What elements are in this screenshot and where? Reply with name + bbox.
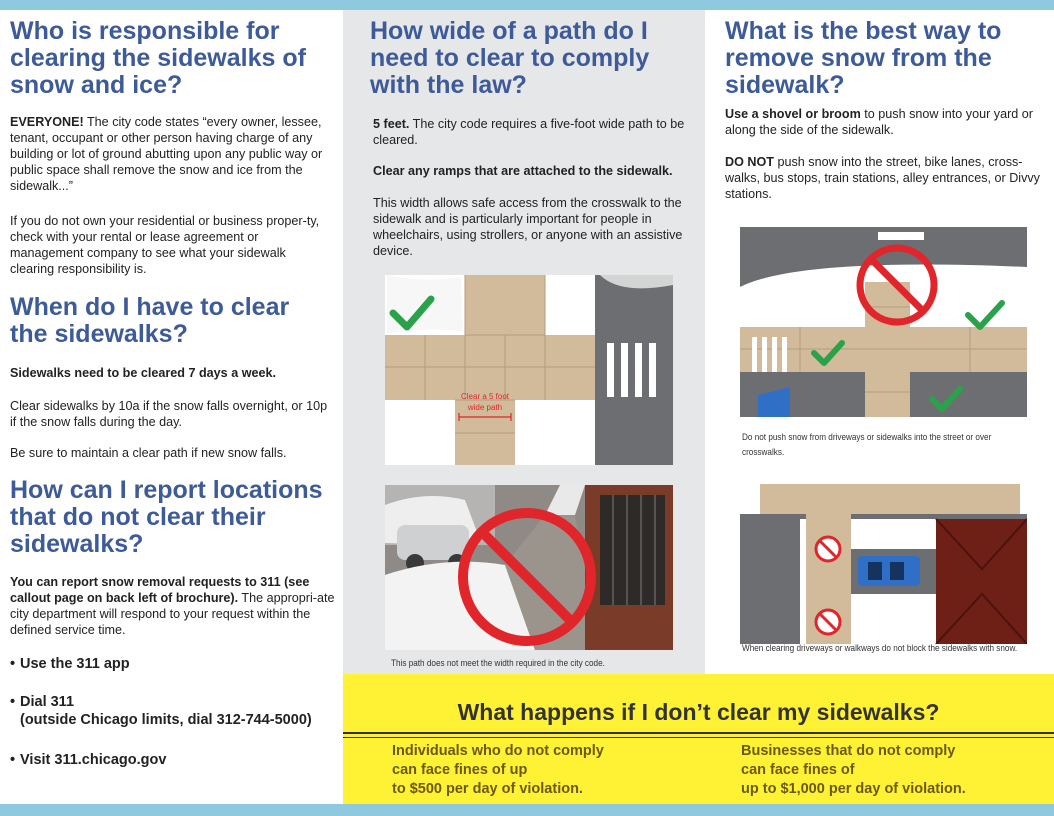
callout-rule-thin xyxy=(343,737,1054,738)
house-roof xyxy=(936,519,1027,644)
fine-individuals: Individuals who do not comply can face fines of up to $500 per day of violation. xyxy=(392,743,604,797)
callout-rule xyxy=(343,732,1054,734)
fines-callout xyxy=(343,674,1054,804)
report-text: The appropri-ate city department will respond to your request within the defined service time. xyxy=(10,591,335,637)
five-feet-text: The city code requires a five-foot wide path to be cleared. xyxy=(373,117,685,147)
diagram-label-line2: wide path xyxy=(467,403,503,412)
caption-driveway: When clearing driveways or walkways do not block the sidewalks with snow. xyxy=(742,643,1018,654)
paragraph-owner-check: If you do not own your residential or business proper-ty, check with your rental or lease agreement or management company to see what your sidewalk clearing responsibility is. xyxy=(10,214,320,276)
do-not-bold: DO NOT xyxy=(725,155,774,169)
path-width-diagram xyxy=(385,275,673,465)
paragraph-everyone xyxy=(10,114,332,194)
heading-how-wide: How wide of a path do I need to clear to comply with the law? xyxy=(370,17,650,99)
column-responsibility xyxy=(0,10,343,804)
snow-placement-diagram-svg xyxy=(740,227,1027,417)
path-width-diagram-svg xyxy=(385,275,673,465)
paragraph-report-311 xyxy=(10,574,335,638)
callout-title: What happens if I don’t clear my sidewalks? xyxy=(457,699,940,725)
paragraph-seven-days: Sidewalks need to be cleared 7 days a week. xyxy=(10,366,276,380)
report-bold: You can report snow removal requests to 311 (see callout page on back left of brochure). xyxy=(10,575,310,605)
column-path-width xyxy=(343,10,705,674)
caption-narrow-path: This path does not meet the width required in the city code. xyxy=(391,658,605,669)
heading-who-responsible: Who is responsible for clearing the sidewalks of snow and ice? xyxy=(10,17,306,99)
narrow-path-photo xyxy=(385,485,673,650)
fine-businesses: Businesses that do not comply can face fines of up to $1,000 per day of violation. xyxy=(741,743,966,797)
paragraph-ramps: Clear any ramps that are attached to the sidewalk. xyxy=(373,164,673,178)
heading-when-clear: When do I have to clear the sidewalks? xyxy=(10,293,290,348)
bullet-visit-website: • Visit 311.chicago.gov xyxy=(10,752,167,768)
bullet-311-app: • Use the 311 app xyxy=(10,656,130,672)
heading-report: How can I report locations that do not clear their sidewalks? xyxy=(10,476,323,558)
paragraph-width-reason: This width allows safe access from the crosswalk to the sidewalk and is particularly important for people in wheelchairs, using strollers, or anyone with an assistive device. xyxy=(373,196,683,258)
do-not-text: push snow into the street, bike lanes, cross-walks, bus stops, train stations, alley entrances, or Divvy stations. xyxy=(725,155,1040,201)
paragraph-deadlines: Clear sidewalks by 10a if the snow falls overnight, or 10p if the snow falls during the day. xyxy=(10,399,328,429)
bottom-color-band xyxy=(0,804,1054,816)
everyone-text: The city code states “every owner, lessee, tenant, occupant or other person having charge of any building or lot of ground abutting upon any public way or public space shall remove the snow and ice from the sidewalk...” xyxy=(10,115,323,193)
heading-best-way: What is the best way to remove snow from the sidewalk? xyxy=(725,17,1002,99)
bullet-visit-website-text: Visit 311.chicago.gov xyxy=(20,752,167,768)
street-area xyxy=(595,275,673,465)
bullet-dial-311-sub: (outside Chicago limits, dial 312-744-5000) xyxy=(20,712,312,728)
bullet-311-app-text: Use the 311 app xyxy=(20,656,130,672)
caption-street-crosswalk: Do not push snow from driveways or sidewalks into the street or over crosswalks. xyxy=(742,432,992,458)
driveway-diagram xyxy=(740,474,1027,644)
driveway-diagram-svg xyxy=(740,474,1027,644)
paragraph-shovel xyxy=(725,106,1047,138)
five-feet-bold: 5 feet. xyxy=(373,117,410,131)
car-icon xyxy=(858,556,920,586)
sidewalk-top xyxy=(760,484,1020,514)
bullet-dial-311: • Dial 311 (outside Chicago limits, dial 312-744-5000) xyxy=(10,694,312,728)
narrow-path-photo-svg xyxy=(385,485,673,650)
snow-placement-diagram xyxy=(740,227,1027,417)
paragraph-new-snow: Be sure to maintain a clear path if new snow falls. xyxy=(10,446,287,460)
paragraph-do-not xyxy=(725,154,1047,202)
shovel-bold: Use a shovel or broom xyxy=(725,107,861,121)
column-best-way xyxy=(705,10,1054,674)
everyone-bold: EVERYONE! xyxy=(10,115,84,129)
diagram-label-line1: Clear a 5 foot xyxy=(460,392,510,401)
bullet-dial-311-text: Dial 311 xyxy=(20,694,75,710)
paragraph-five-feet xyxy=(373,116,693,148)
top-color-band xyxy=(0,0,1054,10)
shovel-text: to push snow into your yard or along the side of the sidewalk. xyxy=(725,107,1033,137)
